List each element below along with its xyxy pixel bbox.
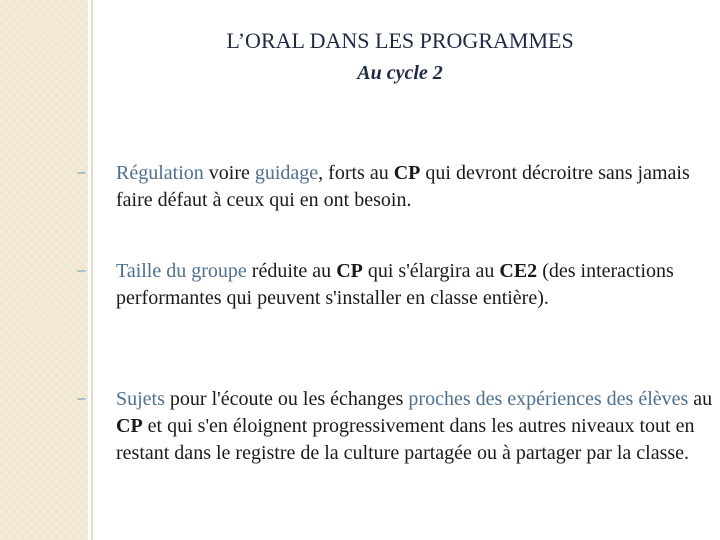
bullet-level-label: CE2 — [499, 260, 538, 282]
bullet-text — [76, 386, 714, 467]
bullet-fragment: et qui s'en éloignent progressivement dans les autres niveaux tout en restant dans le registre de la culture partagée ou à partager par la classe. — [116, 415, 695, 464]
bullet-text — [76, 258, 714, 312]
swirl-bullet-icon: ∽ — [76, 166, 87, 181]
bullet-fragment: au — [688, 388, 713, 410]
swirl-bullet-icon: ∽ — [76, 392, 87, 407]
bullet-keyword: Taille du groupe — [116, 260, 247, 282]
slide-title: L’ORAL DANS LES PROGRAMMES — [226, 28, 574, 53]
bullet-item-taille-groupe — [76, 258, 714, 312]
bullet-level-label: CP — [393, 162, 421, 184]
bullet-keyword: proches des expériences des élèves — [408, 388, 689, 410]
bullet-fragment: qui devront décroitre sans jamais faire défaut à ceux qui en ont besoin. — [116, 162, 690, 211]
bullet-fragment: , forts au — [318, 162, 394, 184]
decorative-side-band — [0, 0, 88, 540]
decorative-divider-line — [91, 0, 93, 540]
bullet-fragment: voire — [203, 162, 255, 184]
bullet-level-label: CP — [116, 415, 143, 437]
bullet-item-sujets — [76, 386, 714, 467]
bullet-level-label: CP — [336, 260, 363, 282]
bullet-item-regulation — [76, 160, 714, 214]
bullet-fragment: qui s'élargira au — [362, 260, 500, 282]
slide-subtitle: Au cycle 2 — [357, 62, 443, 84]
bullet-keyword: guidage — [254, 162, 319, 184]
swirl-bullet-icon: ∽ — [76, 264, 87, 279]
bullet-text — [76, 160, 714, 214]
bullet-keyword: Sujets — [116, 388, 165, 410]
bullet-fragment: réduite au — [246, 260, 337, 282]
bullet-fragment: pour l'écoute ou les échanges — [164, 388, 409, 410]
bullet-fragment: (des interactions performantes qui peuvent s'installer en classe entière). — [116, 260, 674, 309]
bullet-keyword: Régulation — [116, 162, 204, 184]
